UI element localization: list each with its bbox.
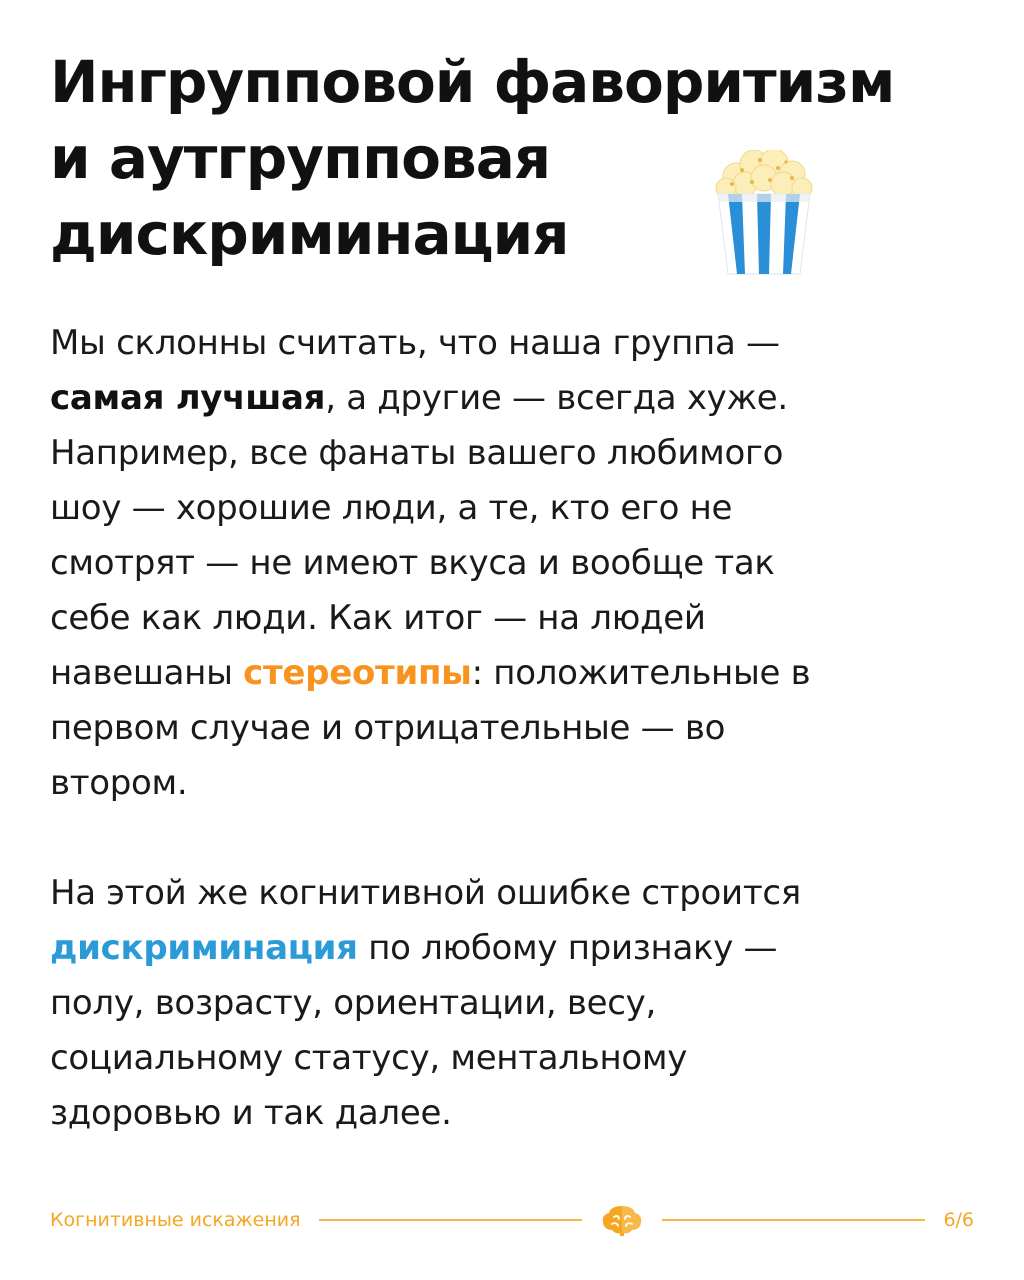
footer-divider-right <box>662 1219 925 1221</box>
text-line: социальному статусу, ментальному <box>50 1038 688 1078</box>
text-line: полу, возрасту, ориентации, весу, <box>50 983 656 1023</box>
text-line: первом случае и отрицательные — во <box>50 708 726 748</box>
title-line-3: дискриминация <box>50 200 569 268</box>
text-line: себе как люди. Как итог — на людей <box>50 598 706 638</box>
text-fragment: по любому признаку — <box>357 928 778 968</box>
footer-divider-left <box>319 1219 582 1221</box>
text-line: Мы склонны считать, что наша группа — <box>50 323 780 363</box>
text-line: Например, все фанаты вашего любимого <box>50 433 784 473</box>
footer-series-label: Когнитивные искажения <box>50 1209 301 1231</box>
title-line-1: Ингрупповой фаворитизм <box>50 48 895 116</box>
stereotypes-highlight: стереотипы <box>243 653 472 693</box>
title-line-2: и аутгрупповая <box>50 124 551 192</box>
text-fragment: : положительные в <box>471 653 811 693</box>
text-line: здоровью и так далее. <box>50 1093 452 1133</box>
text-line: втором. <box>50 763 188 803</box>
text-line <box>50 921 980 976</box>
text-line: смотрят — не имеют вкуса и вообще так <box>50 543 775 583</box>
emphasis-best: самая лучшая <box>50 378 326 418</box>
brain-icon <box>600 1203 644 1237</box>
paragraph-1 <box>50 316 980 811</box>
text-fragment: навешаны <box>50 653 244 693</box>
text-line <box>50 371 980 426</box>
footer <box>50 1200 974 1240</box>
paragraph-2 <box>50 866 980 1141</box>
text-line: На этой же когнитивной ошибке строится <box>50 873 801 913</box>
text-line <box>50 646 980 701</box>
text-line: шоу — хорошие люди, а те, кто его не <box>50 488 733 528</box>
page-indicator: 6/6 <box>943 1209 975 1231</box>
discrimination-highlight: дискриминация <box>50 928 358 968</box>
body-text <box>50 316 980 1141</box>
popcorn-icon <box>712 150 816 278</box>
text-fragment: , а другие — всегда хуже. <box>325 378 788 418</box>
